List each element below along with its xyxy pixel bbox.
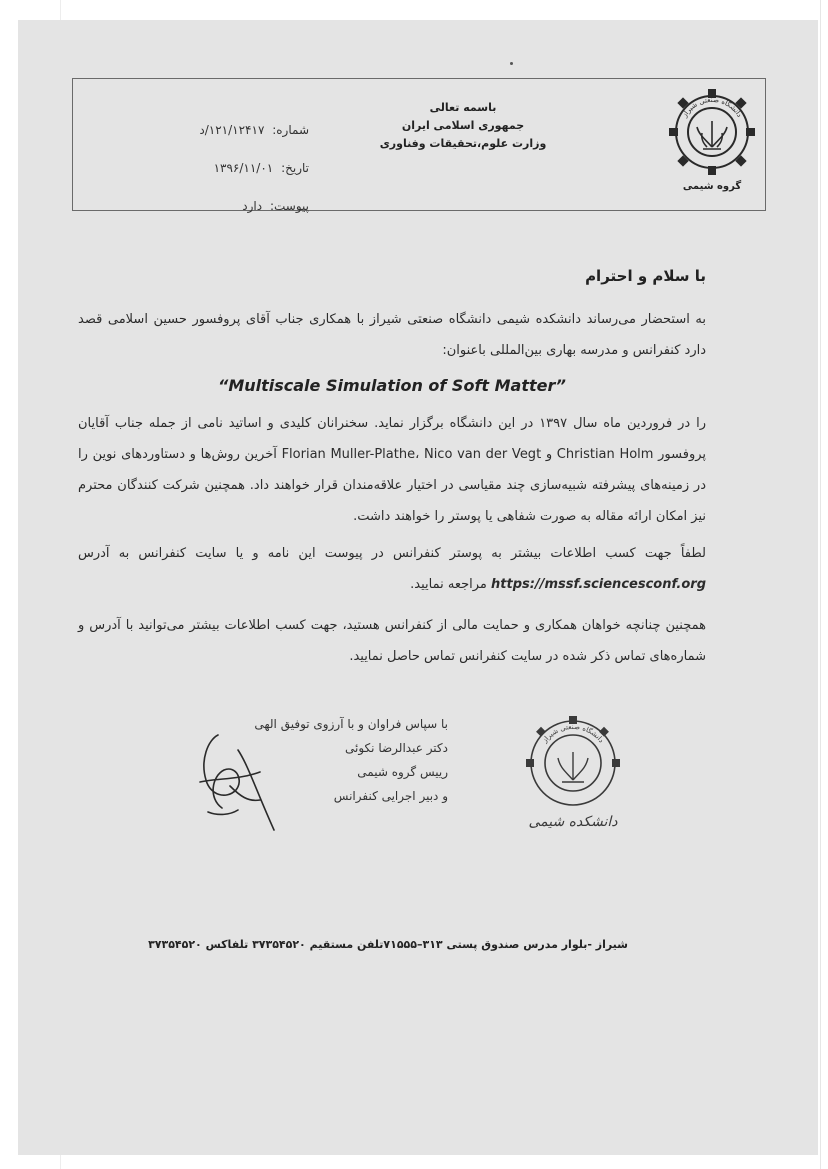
letter-number	[199, 123, 309, 137]
seal-text: دانشکده شیمی	[528, 814, 618, 830]
basmala: باسمه تعالی	[429, 101, 497, 114]
letter-attachment-value: دارد	[242, 199, 263, 213]
handwritten-signature	[178, 720, 288, 840]
gear-logo-icon	[667, 87, 757, 177]
logo-caption: گروه شیمی	[682, 181, 742, 192]
seal-icon	[518, 708, 628, 838]
svg-text:دانشگاه صنعتی شیراز	[540, 723, 605, 745]
conference-title: “Multiscale Simulation of Soft Matter”	[218, 376, 566, 395]
details-paragraph	[78, 408, 706, 532]
ministry-name: وزارت علوم،تحقیقات وفناوری	[379, 137, 547, 150]
signature-icon	[178, 720, 288, 840]
faculty-seal	[518, 708, 628, 838]
details-part-2: آخرین روش‌ها و دستاوردهای نوین را در زمینه‌های پیشرفته شبیه‌سازی چند مقیاسی در اختیار علاقه‌مندان قرار خواهند داد. همچنین شرکت کنندگان محترم نیز امکان ارائه مقاله به صورت شفاهی یا پوستر را خواهند داشت.	[78, 447, 706, 524]
closing-line-thanks: با سپاس فراوان و با آرزوی توفیق الهی	[254, 717, 448, 731]
scan-speck	[510, 62, 513, 65]
info-text: لطفاً جهت کسب اطلاعات بیشتر به پوستر کنفرانس در پیوست این نامه و یا سایت کنفرانس به آدرس	[78, 546, 706, 561]
seal-ring-text: دانشگاه صنعتی شیراز	[540, 722, 606, 745]
university-logo	[667, 87, 757, 177]
letter-date	[214, 161, 309, 175]
letter-page	[18, 20, 818, 1155]
letterhead	[72, 78, 766, 211]
scan-edge-right	[820, 0, 821, 1169]
speakers-names: Florian Muller-Plathe، Nico van der Vegt و Christian Holm	[281, 447, 654, 462]
signatory-title: رییس گروه شیمی	[357, 765, 448, 779]
letter-attachment-label: پیوست:	[269, 199, 309, 213]
conference-website-link[interactable]: https://mssf.sciencesconf.org	[491, 577, 706, 592]
details-part-1: را در فروردین ماه سال ۱۳۹۷ در این دانشگاه برگزار نماید. سخنرانان کلیدی و اساتید نامی از جمله جناب آقایان پروفسور	[78, 416, 707, 462]
letter-number-label: شماره:	[272, 123, 309, 137]
letter-date-label: تاریخ:	[281, 161, 309, 175]
footer-address: شیراز -بلوار مدرس صندوق پستی ۳۱۳–۷۱۵۵۵تلفن مستقیم ۳۷۳۵۴۵۲۰ تلفاکس ۳۷۳۵۴۵۲۰	[148, 938, 628, 951]
greeting: با سلام و احترام	[585, 267, 706, 285]
letter-number-value: ۱۲۱/۱۲۴۱۷/د	[199, 123, 265, 137]
support-paragraph: همچنین چنانچه خواهان همکاری و حمایت مالی از کنفرانس هستید، جهت کسب اطلاعات بیشتر می‌توانید با آدرس و شماره‌های تماس ذکر شده در سایت کنفرانس تماس حاصل نمایید.	[78, 618, 706, 664]
intro-paragraph: به استحضار می‌رساند دانشکده شیمی دانشگاه صنعتی شیراز با همکاری جناب آقای پروفسور حسین اسلامی قصد دارد کنفرانس و مدرسه بهاری بین‌المللی باعنوان:	[78, 312, 706, 358]
letter-attachment	[242, 199, 309, 213]
info-paragraph	[78, 538, 706, 600]
signatory-name: دکتر عبدالرضا نکوئی	[345, 741, 448, 755]
letter-date-value: ۱۳۹۶/۱۱/۰۱	[213, 161, 274, 175]
country-name: جمهوری اسلامی ایران	[401, 119, 525, 132]
signatory-role: و دبیر اجرایی کنفرانس	[333, 789, 448, 803]
logo-ring-text: دانشگاه صنعتی شیراز	[680, 95, 744, 119]
info-suffix: مراجعه نمایید.	[410, 577, 487, 592]
letterhead-titles	[363, 99, 563, 153]
